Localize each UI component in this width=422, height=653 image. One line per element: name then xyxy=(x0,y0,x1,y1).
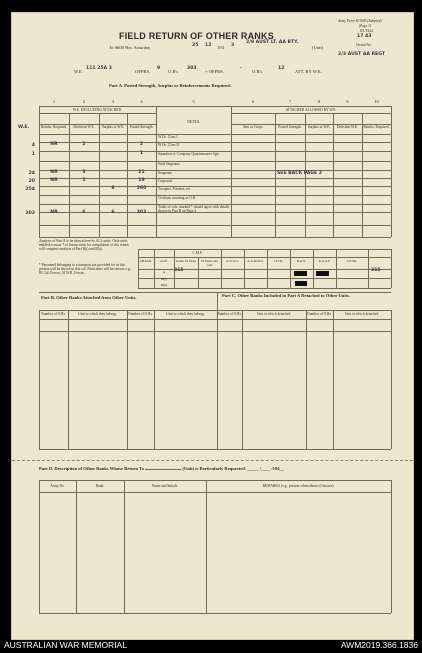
part-d-title xyxy=(39,466,284,471)
row-detail: Totals of cols. marked * should agree with details shown in Part B on Page 2 xyxy=(158,205,230,213)
group-right-header: ATTACHED ALLOWED BY W.E. xyxy=(285,108,337,112)
row-detail: Sergeants xyxy=(158,171,172,175)
row-we-value: 1 xyxy=(31,152,35,157)
detail-header: DETAIL xyxy=(187,120,200,124)
row-reinfts: NR xyxy=(50,142,58,147)
part-b-header: Number of O.Rs. xyxy=(41,312,66,316)
analysis-column-header: 19 Years and over xyxy=(201,259,218,267)
date-year: 3 xyxy=(231,43,235,48)
sub-header: Deficient W.E. xyxy=(73,125,95,129)
column-number: 8 xyxy=(317,99,321,104)
group-left-header: W.E. EXCLUDING ATTACHED. xyxy=(72,108,123,112)
analysis-column-header: R.A.N. xyxy=(296,259,307,263)
part-d-header: REMARKS (e.g., present whereabouts if known). xyxy=(262,484,335,488)
date-month: 12 xyxy=(205,43,212,48)
row-posted: 1 xyxy=(139,151,144,156)
analysis-column-header: R.A.A.F. xyxy=(318,259,331,263)
part-c-header: Unit to which detached. xyxy=(256,312,292,316)
plus-offrs-value: - xyxy=(240,66,242,71)
redaction-3 xyxy=(295,281,307,286)
analysis-note-2: * Personnel belonging to a transport not provided for in this portion will be shown in this col. Particulars will be shown, e.g., BI Cal. Forces, AI W.R. Forces. xyxy=(39,263,132,275)
row-detail: Staff Sergeants xyxy=(158,162,180,166)
serial-label: (Serial No. xyxy=(356,43,372,47)
part-d-unit-blank xyxy=(145,469,181,470)
analysis-column-header: Under 19 Years xyxy=(175,259,197,263)
analysis-column-header: A.W.A.S. xyxy=(226,259,239,263)
row-detail: Corporals xyxy=(158,179,173,183)
row-surplus: 6 xyxy=(111,210,115,215)
sub-header: Posted Strength. xyxy=(129,125,154,129)
footer-left: AUSTRALIAN WAR MEMORIAL xyxy=(4,640,127,650)
at-label: At 0600 Hrs. Saturday xyxy=(109,45,151,50)
date-day: 25 xyxy=(192,43,199,48)
column-number: 3 xyxy=(111,99,115,104)
row-detail: W.Os. Class II. xyxy=(158,143,180,147)
part-d-title-suffix: (Unit) is Particularly Requested. xyxy=(182,466,246,471)
part-b-header: Unit to which they belong. xyxy=(78,312,117,316)
row-deficient: 2 xyxy=(82,142,86,147)
total-value: 315 xyxy=(371,268,381,273)
analysis-column-header: TOTAL xyxy=(346,259,358,263)
page-ref-date: 8/1/1944 xyxy=(360,29,373,33)
part-c-title: Part C. Other Ranks Included in Part A Detached to Other Units. xyxy=(222,293,351,298)
column-number: 1 xyxy=(52,99,56,104)
analysis-note: Analysis of Part A to be shown here by ALL units. Only units entitled to man. 7 of Instructions for compilation of this return will complete analysis of Part B(i) and B(ii). xyxy=(39,239,129,251)
ors-label: O.R's xyxy=(168,69,179,74)
row-posted: 260 xyxy=(136,186,147,191)
part-d-header: Name and Initials. xyxy=(151,484,179,488)
sub-header: Surplus to W.E. xyxy=(307,125,331,129)
we-label: W.E. xyxy=(74,69,84,74)
offrs-label: OFFRS. xyxy=(135,69,151,74)
part-b-title: Part B. Other Ranks Attached from Other Units. xyxy=(41,295,137,300)
row-posted: 2 xyxy=(139,142,144,147)
row-we-value: 303 xyxy=(25,211,35,216)
part-a-title: Part A. Posted Strength, Surplus or Reinforcements Required. xyxy=(109,83,231,88)
part-c-header: Number of O.Rs. xyxy=(217,312,242,316)
sub-header: Reinfts. Required. xyxy=(40,125,68,129)
analysis-row-label: B(ii) xyxy=(160,283,168,287)
row-note: SEE BACK PAGE 2 xyxy=(277,171,322,176)
redaction-2 xyxy=(316,271,329,276)
ors2-label: O.R's xyxy=(252,69,263,74)
part-d-header: Army No. xyxy=(50,484,65,488)
analysis-row-label: A xyxy=(162,270,166,274)
row-we-value: 20 xyxy=(28,179,35,184)
we-value: 111 25A 3 xyxy=(86,66,112,71)
sub-header: Arm or Corps. xyxy=(242,125,264,129)
row-we-value: 4 xyxy=(31,143,35,148)
date-year-prefix: 194 xyxy=(217,45,224,50)
footer-right: AWM2019.366.1836 xyxy=(340,640,418,650)
row-we-value: 254 xyxy=(25,187,35,192)
column-number: 2 xyxy=(82,99,86,104)
serial-value: 17 43 xyxy=(357,34,372,39)
row-reinfts: NR xyxy=(50,178,58,183)
sub-header: Reinfts. Required. xyxy=(363,125,390,129)
we-row-label: W.E. xyxy=(18,125,30,130)
part-d-title-date: _____ /____ /194__ xyxy=(247,466,285,471)
row-posted: 303 xyxy=(136,210,147,215)
column-number: 7 xyxy=(288,99,292,104)
form-number: Army Form W.3009 (Adapted) xyxy=(338,19,382,23)
column-number: 6 xyxy=(251,99,255,104)
ors2-value: 12 xyxy=(278,66,285,71)
part-c-header: Number of O.Rs. xyxy=(307,312,332,316)
column-number: 5 xyxy=(192,99,195,104)
row-reinfts: NR xyxy=(50,210,58,215)
row-we-value: 24 xyxy=(28,171,35,176)
part-d-header: Rank. xyxy=(95,484,105,488)
column-number: 9 xyxy=(346,99,349,104)
analysis-row-label: B(i) xyxy=(161,277,167,281)
row-detail: Troopers, Privates, etc. xyxy=(158,187,192,191)
cmf-header: C.M.F. xyxy=(192,251,203,255)
analysis-column-header: A.A.M.W.S. xyxy=(247,259,264,263)
row-surplus: 6 xyxy=(111,186,115,191)
row-detail: Civilians counting as O.R. xyxy=(158,196,197,200)
part-b-header: Number of O.Rs. xyxy=(128,312,153,316)
plus-offrs-label: + OFFRS. xyxy=(205,69,224,74)
ors-value: 303 xyxy=(187,66,197,71)
unit-label: (Unit) xyxy=(312,45,324,50)
part-b-header: Unit to which they belong. xyxy=(166,312,205,316)
row-detail: W.Os. Class I. xyxy=(158,135,179,139)
row-deficient: 6 xyxy=(82,210,86,215)
sub-header: Posted Strength. xyxy=(278,125,302,129)
row-posted: 19 xyxy=(138,178,145,183)
offrs-value: 9 xyxy=(157,66,161,71)
row-deficient: 1 xyxy=(82,178,86,183)
row-detail: Squadron or Company Quartermaster Sgts. xyxy=(158,152,220,156)
unit2-handwritten: 2/3 AUST AA REGT xyxy=(338,52,386,57)
analysis-column-header: DETAIL xyxy=(140,259,152,263)
form-title: FIELD RETURN OF OTHER RANKS xyxy=(119,31,274,41)
redaction-1 xyxy=(294,271,307,276)
att-label: ATT. BY W.E. xyxy=(295,69,322,74)
analysis-column-header: A.I.F. xyxy=(160,259,168,263)
row-posted: 21 xyxy=(138,170,145,175)
sub-header: Surplus to W.E. xyxy=(101,125,125,129)
sub-header: Deficient W.E. xyxy=(336,125,359,129)
row-reinfts: NR xyxy=(50,170,58,175)
column-number: 4 xyxy=(140,99,143,104)
analysis-column-header: CIVIL xyxy=(274,259,283,263)
column-number: 10 xyxy=(374,99,379,104)
unit-handwritten: 2/9 AUST LT. AA BTY. xyxy=(246,40,299,45)
page-ref: (Page 1) xyxy=(359,24,372,28)
form-sheet xyxy=(11,12,414,640)
part-d-title-prefix: Part D. Description of Other Ranks Whose Return To xyxy=(39,466,145,471)
aif-value: 315 xyxy=(174,268,184,273)
part-c-header: Unit to which detached. xyxy=(344,312,380,316)
row-deficient: 3 xyxy=(82,170,86,175)
